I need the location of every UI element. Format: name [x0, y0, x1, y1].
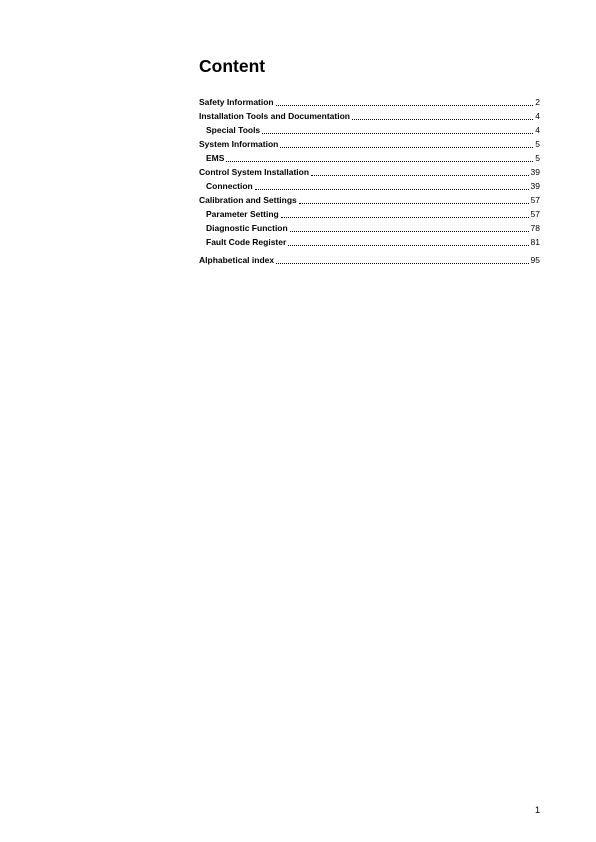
toc-entry-label: Safety Information	[199, 97, 274, 107]
toc-leader-dots	[288, 244, 528, 246]
toc-entry-page: 81	[530, 237, 540, 247]
table-of-contents	[199, 95, 540, 267]
toc-leader-dots	[262, 132, 533, 134]
toc-entry-label: System Information	[199, 139, 279, 149]
toc-entry-diagnostic-function[interactable]	[199, 221, 540, 235]
toc-entry-control-system-installation[interactable]	[199, 165, 540, 179]
toc-entry-label: Diagnostic Function	[206, 223, 288, 233]
toc-entry-label: Calibration and Settings	[199, 195, 297, 205]
toc-entry-connection[interactable]	[199, 179, 540, 193]
page-number: 1	[534, 805, 540, 815]
toc-leader-dots	[311, 174, 528, 176]
toc-leader-dots	[352, 118, 533, 120]
toc-entry-label: EMS	[206, 153, 225, 163]
toc-entry-page: 39	[530, 167, 540, 177]
toc-entry-page: 57	[530, 195, 540, 205]
toc-entry-page: 2	[535, 97, 540, 107]
toc-leader-dots	[255, 188, 529, 190]
toc-entry-page: 5	[535, 139, 540, 149]
toc-entry-label: Special Tools	[206, 125, 261, 135]
toc-leader-dots	[299, 202, 529, 204]
toc-entry-calibration-and-settings[interactable]	[199, 193, 540, 207]
toc-leader-dots	[276, 262, 528, 264]
toc-entry-label: Control System Installation	[199, 167, 310, 177]
toc-entry-system-information[interactable]	[199, 137, 540, 151]
toc-entry-label: Installation Tools and Documentation	[199, 111, 350, 121]
toc-entry-safety-information[interactable]	[199, 95, 540, 109]
toc-entry-label: Fault Code Register	[206, 237, 287, 247]
toc-entry-parameter-setting[interactable]	[199, 207, 540, 221]
toc-entry-installation-tools[interactable]	[199, 109, 540, 123]
toc-entry-page: 39	[530, 181, 540, 191]
toc-entry-page: 95	[530, 255, 540, 265]
toc-entry-fault-code-register[interactable]	[199, 235, 540, 249]
toc-leader-dots	[226, 160, 533, 162]
toc-entry-page: 4	[535, 111, 540, 121]
toc-entry-page: 5	[535, 153, 540, 163]
toc-entry-special-tools[interactable]	[199, 123, 540, 137]
toc-entry-label: Alphabetical index	[199, 255, 275, 265]
toc-leader-dots	[276, 104, 534, 106]
toc-entry-ems[interactable]	[199, 151, 540, 165]
toc-entry-page: 78	[530, 223, 540, 233]
toc-leader-dots	[280, 146, 533, 148]
toc-leader-dots	[281, 216, 529, 218]
toc-entry-alphabetical-index[interactable]	[199, 253, 540, 267]
toc-entry-page: 4	[535, 125, 540, 135]
page-title: Content	[199, 56, 266, 76]
toc-leader-dots	[290, 230, 529, 232]
toc-entry-label: Connection	[206, 181, 253, 191]
toc-entry-page: 57	[530, 209, 540, 219]
toc-entry-label: Parameter Setting	[206, 209, 279, 219]
